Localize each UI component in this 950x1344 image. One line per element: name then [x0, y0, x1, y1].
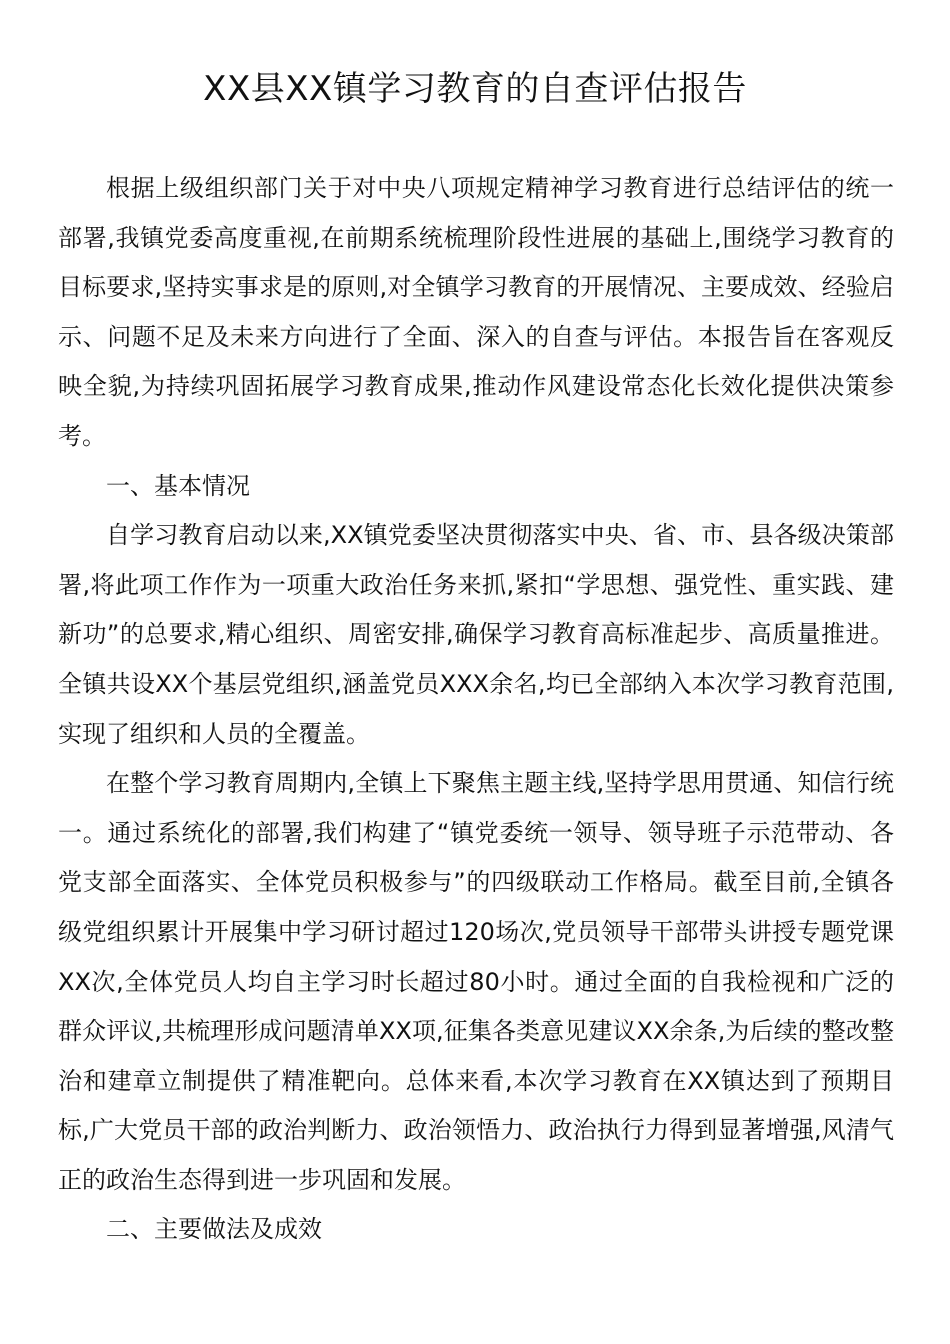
document-body: [58, 164, 894, 1255]
document-title: XX县XX镇学习教育的自查评估报告: [203, 69, 747, 109]
basic-situation-paragraph-2: 在整个学习教育周期内,全镇上下聚焦主题主线,坚持学思用贯通、知信行统一。通过系统化的部署,我们构建了“镇党委统一领导、领导班子示范带动、各党支部全面落实、全体党员积极参与”的四级联动工作格局。截至目前,全镇各级党组织累计开展集中学习研讨超过120场次,党员领导干部带头讲授专题党课XX次,全体党员人均自主学习时长超过80小时。通过全面的自我检视和广泛的群众评议,共梳理形成问题清单XX项,征集各类意见建议XX余条,为后续的整改整治和建章立制提供了精准靶向。总体来看,本次学习教育在XX镇达到了预期目标,广大党员干部的政治判断力、政治领悟力、政治执行力得到显著增强,风清气正的政治生态得到进一步巩固和发展。: [58, 769, 894, 1194]
basic-situation-paragraph-1: 自学习教育启动以来,XX镇党委坚决贯彻落实中央、省、市、县各级决策部署,将此项工作作为一项重大政治任务来抓,紧扣“学思想、强党性、重实践、建新功”的总要求,精心组织、周密安排,确保学习教育高标准起步、高质量推进。全镇共设XX个基层党组织,涵盖党员XXX余名,均已全部纳入本次学习教育范围,实现了组织和人员的全覆盖。: [58, 521, 894, 748]
section-heading-basic-situation: 一、基本情况: [106, 471, 250, 500]
section-heading-main-practices: 二、主要做法及成效: [106, 1215, 322, 1244]
intro-paragraph: 根据上级组织部门关于对中央八项规定精神学习教育进行总结评估的统一部署,我镇党委高度重视,在前期系统梳理阶段性进展的基础上,围绕学习教育的目标要求,坚持实事求是的原则,对全镇学习教育的开展情况、主要成效、经验启示、问题不足及未来方向进行了全面、深入的自查与评估。本报告旨在客观反映全貌,为持续巩固拓展学习教育成果,推动作风建设常态化长效化提供决策参考。: [58, 174, 894, 450]
